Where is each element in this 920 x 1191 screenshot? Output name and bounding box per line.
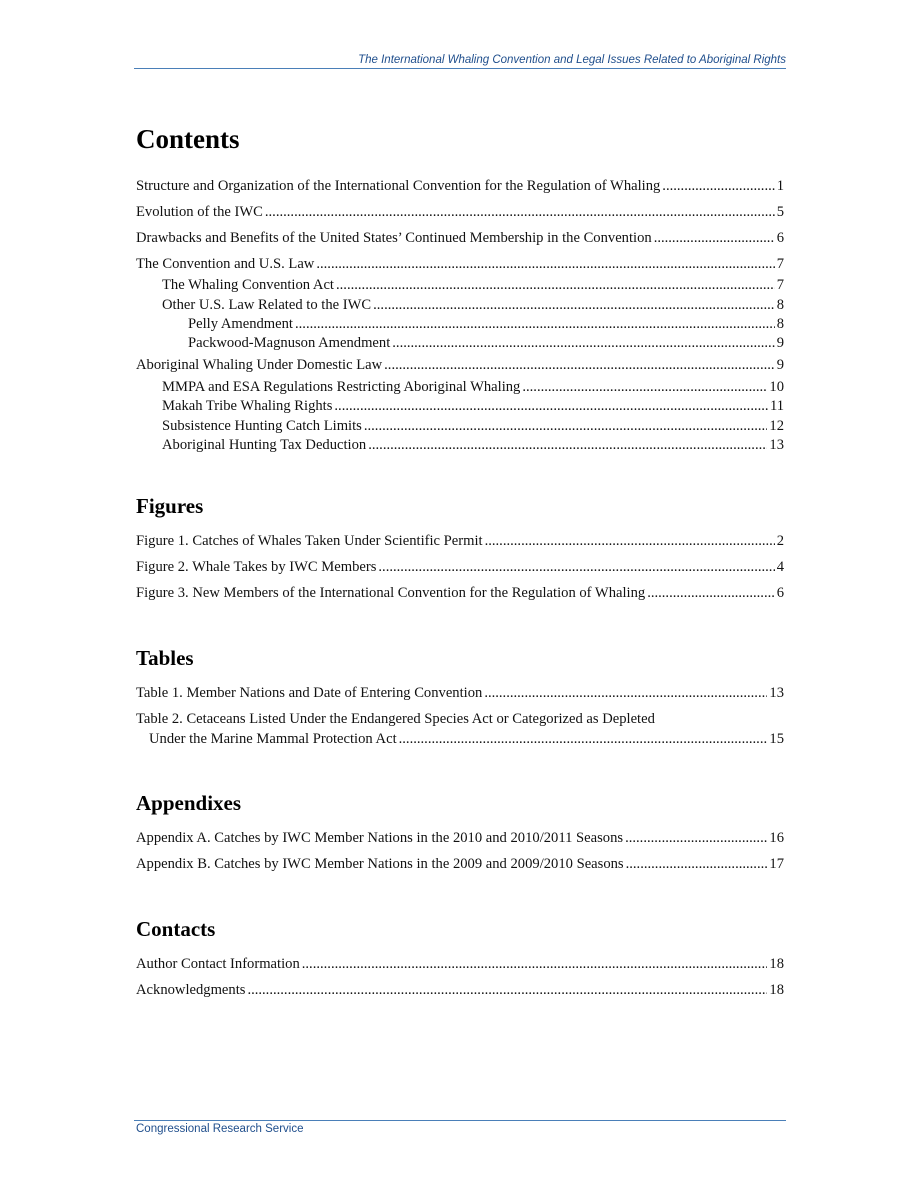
appendix-entry[interactable]: [136, 830, 784, 847]
toc-entry[interactable]: [136, 357, 784, 374]
leader-dots: [626, 856, 768, 873]
toc-entry-title: Drawbacks and Benefits of the United States’ Continued Membership in the Convention: [136, 230, 652, 246]
toc-entry-title: Figure 1. Catches of Whales Taken Under Scientific Permit: [136, 533, 483, 549]
toc-entry[interactable]: [188, 335, 784, 352]
toc-entry-title: Makah Tribe Whaling Rights: [162, 398, 333, 414]
contacts-heading: Contacts: [136, 917, 216, 941]
leader-dots: [247, 982, 767, 999]
table-entry[interactable]: [136, 685, 784, 702]
leader-dots: [378, 559, 774, 576]
toc-entry-page: 9: [776, 335, 784, 351]
leader-dots: [485, 533, 775, 550]
toc-entry[interactable]: [162, 418, 784, 435]
leader-dots: [625, 830, 767, 847]
toc-entry-page: 10: [769, 379, 784, 395]
toc-entry[interactable]: [162, 277, 784, 294]
header-rule: [134, 68, 786, 69]
toc-entry-title: Appendix B. Catches by IWC Member Nations in the 2009 and 2009/2010 Seasons: [136, 856, 624, 872]
toc-entry-page: 1: [776, 178, 784, 194]
figure-entry[interactable]: [136, 533, 784, 550]
toc-entry-page: 18: [769, 982, 784, 998]
leader-dots: [654, 230, 775, 247]
leader-dots: [662, 178, 774, 195]
leader-dots: [522, 379, 767, 396]
toc-entry-title: Pelly Amendment: [188, 316, 293, 332]
toc-entry-page: 8: [776, 316, 784, 332]
toc-entry-title: Aboriginal Hunting Tax Deduction: [162, 437, 367, 453]
leader-dots: [334, 398, 768, 415]
toc-entry-page: 18: [769, 956, 784, 972]
toc-entry-page: 8: [776, 297, 784, 313]
leader-dots: [336, 277, 775, 294]
leader-dots: [392, 335, 774, 352]
toc-entry-title: The Convention and U.S. Law: [136, 256, 315, 272]
toc-entry[interactable]: [162, 379, 784, 396]
running-header-title: The International Whaling Convention and Legal Issues Related to Aboriginal Rights: [358, 54, 786, 66]
toc-entry-page: 6: [776, 230, 784, 246]
toc-entry-title: Packwood-Magnuson Amendment: [188, 335, 391, 351]
footer-rule: [134, 1120, 786, 1121]
toc-entry[interactable]: [188, 316, 784, 333]
toc-entry-page: 15: [769, 731, 784, 747]
leader-dots: [316, 256, 774, 273]
toc-entry-title: Other U.S. Law Related to the IWC: [162, 297, 372, 313]
toc-entry-page: 7: [776, 256, 784, 272]
toc-entry-title: Subsistence Hunting Catch Limits: [162, 418, 362, 434]
toc-entry-page: 16: [769, 830, 784, 846]
table-entry[interactable]: [136, 711, 784, 748]
toc-entry-page: 6: [776, 585, 784, 601]
toc-entry-page: 4: [776, 559, 784, 575]
toc-entry-page: 17: [769, 856, 784, 872]
toc-entry[interactable]: [136, 178, 784, 195]
toc-entry-title: Table 2. Cetaceans Listed Under the Endangered Species Act or Categorized as Depleted: [136, 711, 655, 727]
contact-entry[interactable]: [136, 982, 784, 999]
toc-entry-title: The Whaling Convention Act: [162, 277, 334, 293]
toc-entry-page: 2: [776, 533, 784, 549]
contact-entry[interactable]: [136, 956, 784, 973]
toc-entry-title: Acknowledgments: [136, 982, 246, 998]
leader-dots: [364, 418, 768, 435]
toc-entry-title: Author Contact Information: [136, 956, 300, 972]
tables-heading: Tables: [136, 646, 194, 670]
toc-entry-title: Figure 3. New Members of the International Convention for the Regulation of Whaling: [136, 585, 646, 601]
contents-heading: Contents: [136, 124, 240, 154]
toc-entry[interactable]: [136, 204, 784, 221]
leader-dots: [384, 357, 775, 374]
toc-entry-page: 13: [769, 437, 784, 453]
toc-entry-title: Structure and Organization of the International Convention for the Regulation of Whaling: [136, 178, 661, 194]
figure-entry[interactable]: [136, 559, 784, 576]
leader-dots: [647, 585, 775, 602]
leader-dots: [373, 297, 775, 314]
toc-entry-title: Table 1. Member Nations and Date of Entering Convention: [136, 685, 483, 701]
toc-entry-title: MMPA and ESA Regulations Restricting Aboriginal Whaling: [162, 379, 521, 395]
toc-entry-page: 13: [769, 685, 784, 701]
appendixes-heading: Appendixes: [136, 791, 242, 815]
toc-entry-page: 9: [776, 357, 784, 373]
toc-entry-title: Figure 2. Whale Takes by IWC Members: [136, 559, 377, 575]
leader-dots: [265, 204, 775, 221]
leader-dots: [302, 956, 768, 973]
toc-entry-title-continued: Under the Marine Mammal Protection Act: [149, 731, 397, 747]
figures-heading: Figures: [136, 494, 204, 518]
toc-entry[interactable]: [162, 297, 784, 314]
toc-entry[interactable]: [162, 437, 784, 454]
toc-entry-page: 5: [776, 204, 784, 220]
toc-entry-title: Aboriginal Whaling Under Domestic Law: [136, 357, 383, 373]
figure-entry[interactable]: [136, 585, 784, 602]
toc-entry-page: 11: [769, 398, 784, 414]
toc-entry-page: 7: [776, 277, 784, 293]
appendix-entry[interactable]: [136, 856, 784, 873]
leader-dots: [484, 685, 767, 702]
toc-entry-title: Evolution of the IWC: [136, 204, 263, 220]
footer-publisher: Congressional Research Service: [136, 1123, 304, 1135]
toc-entry[interactable]: [136, 230, 784, 247]
toc-entry[interactable]: [162, 398, 784, 415]
leader-dots: [399, 731, 768, 748]
leader-dots: [368, 437, 767, 454]
toc-entry-title: Appendix A. Catches by IWC Member Nations in the 2010 and 2010/2011 Seasons: [136, 830, 624, 846]
leader-dots: [295, 316, 775, 333]
toc-entry[interactable]: [136, 256, 784, 273]
toc-entry-page: 12: [769, 418, 784, 434]
